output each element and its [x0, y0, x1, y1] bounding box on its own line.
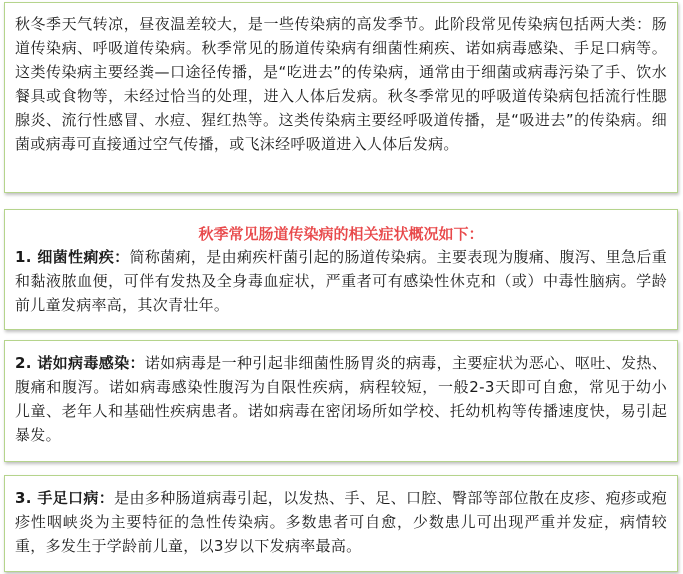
- norovirus-card: [4, 340, 678, 462]
- intro-paragraph: 秋冬季天气转凉，昼夜温差较大，是一些传染病的高发季节。此阶段常见传染病包括两大类：肠道传染病、呼吸道传染病。秋季常见的肠道传染病有细菌性痢疾、诺如病毒感染、手足口病等。这类传染病主要经粪—口途径传播，是“吃进去”的传染病，通常由于细菌或病毒污染了手、饮水餐具或食物等，未经过恰当的处理，进入人体后发病。秋冬季常见的呼吸道传染病包括流行性腮腺炎、流行性感冒、水痘、猩红热等。这类传染病主要经呼吸道传播，是“吸进去”的传染病。细菌或病毒可直接通过空气传播，或飞沫经呼吸道进入人体后发病。: [15, 15, 667, 153]
- norovirus-paragraph: [15, 351, 667, 447]
- norovirus-title: 2. 诺如病毒感染：: [15, 354, 145, 372]
- norovirus-text: 诺如病毒是一种引起非细菌性肠胃炎的病毒，主要症状为恶心、呕吐、发热、腹痛和腹泻。诺如病毒感染性腹泻为自限性疾病，病程较短，一般2-3天即可自愈，常见于幼小儿童、老年人和基础性疾病患者。诺如病毒在密闭场所如学校、托幼机构等传播速度快，易引起暴发。: [15, 354, 667, 444]
- hfmd-card: [4, 475, 678, 572]
- hfmd-title: 3. 手足口病：: [15, 489, 115, 507]
- symptoms-heading: 秋季常见肠道传染病的相关症状概况如下：: [198, 225, 484, 243]
- hfmd-text: 是由多种肠道病毒引起，以发热、手、足、口腔、臀部等部位散在皮疹、疱疹或疱疹性咽峡炎为主要特征的急性传染病。多数患者可自愈，少数患儿可出现严重并发症，病情较重，多发生于学龄前儿童，以3岁以下发病率最高。: [15, 489, 667, 555]
- dysentery-card: [4, 209, 678, 330]
- dysentery-title: 1. 细菌性痢疾：: [15, 248, 130, 266]
- dysentery-text: 简称菌痢，是由痢疾杆菌引起的肠道传染病。主要表现为腹痛、腹泻、里急后重和黏液脓血便，可伴有发热及全身毒血症状，严重者可有感染性休克和（或）中毒性脑病。学龄前儿童发病率高，其次青壮年。: [15, 248, 667, 314]
- intro-card: [4, 2, 678, 193]
- dysentery-paragraph: [15, 245, 667, 317]
- hfmd-paragraph: [15, 486, 667, 558]
